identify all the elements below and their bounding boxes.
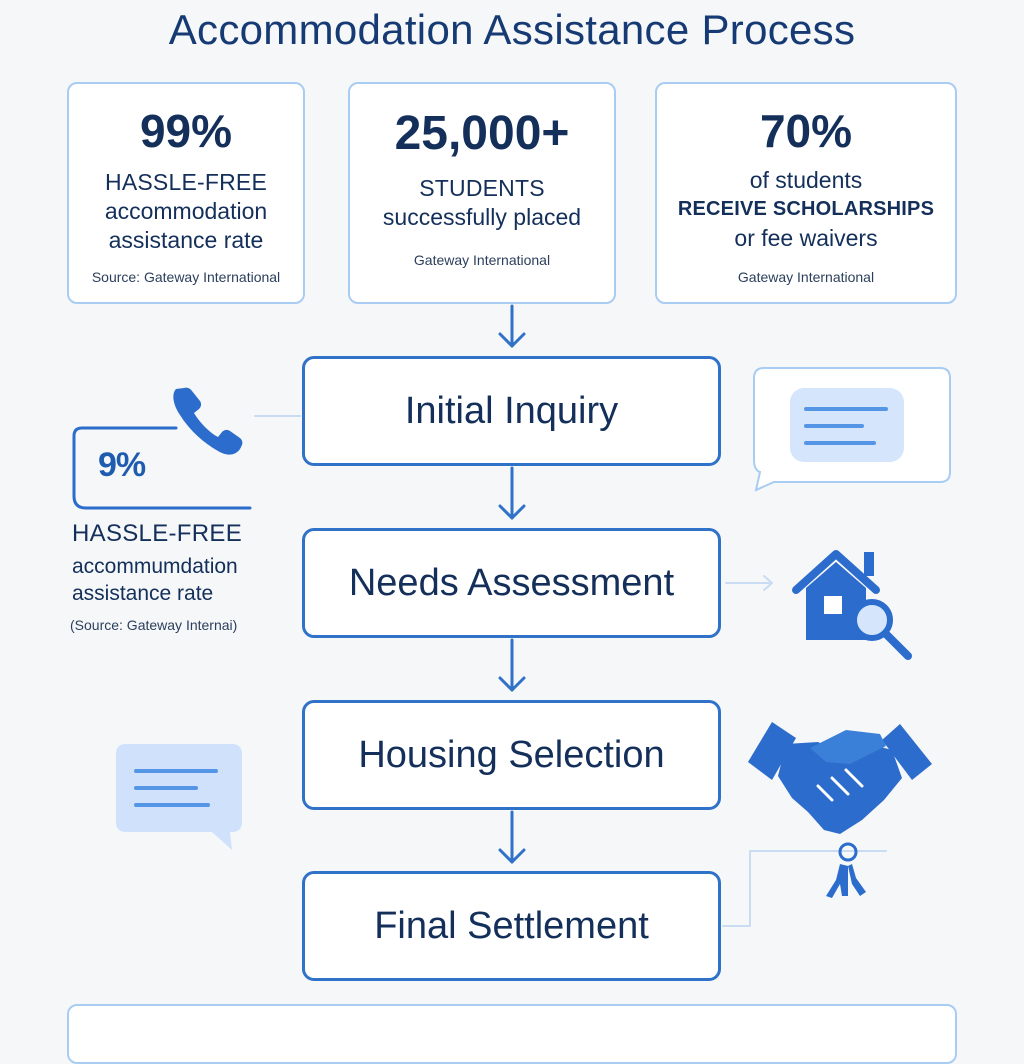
stat-label-line: or fee waivers — [734, 225, 878, 251]
stat-source: Gateway International — [737, 269, 875, 285]
side-stat-source: (Source: Gateway Internai) — [70, 617, 238, 633]
arrow-inquiry-to-assessment — [500, 468, 524, 518]
side-stat-line: accommumdation — [72, 555, 238, 578]
arrow-stats-to-inquiry — [500, 306, 524, 346]
page-title: Accommodation Assistance Process — [168, 6, 856, 53]
side-badge-value: 9% — [98, 446, 146, 484]
step-needs-assessment: Needs Assessment — [302, 528, 721, 638]
key-icon — [826, 844, 866, 898]
phone-icon — [173, 388, 242, 455]
handshake-icon — [748, 722, 932, 834]
arrow-assessment-to-selection — [500, 640, 524, 690]
house-search-icon — [796, 552, 908, 656]
arrow-selection-to-settlement — [500, 812, 524, 862]
stat-value: 99% — [139, 105, 233, 157]
stat-label-line: of students — [749, 167, 863, 193]
step-housing-selection: Housing Selection — [302, 700, 721, 810]
step-initial-inquiry: Initial Inquiry — [302, 356, 721, 466]
side-stat-line: assistance rate — [72, 582, 214, 605]
stat-source: Source: Gateway International — [91, 269, 281, 285]
stat-caps-label: RECEIVE SCHOLARSHIPS — [677, 198, 935, 220]
step-final-settlement: Final Settlement — [302, 871, 721, 981]
side-stat-caps: HASSLE-FREE — [72, 520, 243, 547]
stat-source: Gateway International — [413, 252, 551, 268]
stat-caps-label: HASSLE-FREE — [105, 169, 267, 195]
stat-label-line: successfully placed — [382, 204, 582, 230]
stat-label-line: assistance rate — [108, 227, 264, 253]
bottom-panel — [67, 1004, 957, 1064]
chat-bubble-icon-left — [116, 744, 242, 850]
stat-value: 25,000+ — [394, 107, 570, 160]
stat-label-line: accommodation — [104, 198, 268, 224]
stat-value: 70% — [759, 105, 853, 157]
stat-caps-label: STUDENTS — [419, 175, 545, 201]
chat-bubble-icon-right — [754, 368, 950, 490]
